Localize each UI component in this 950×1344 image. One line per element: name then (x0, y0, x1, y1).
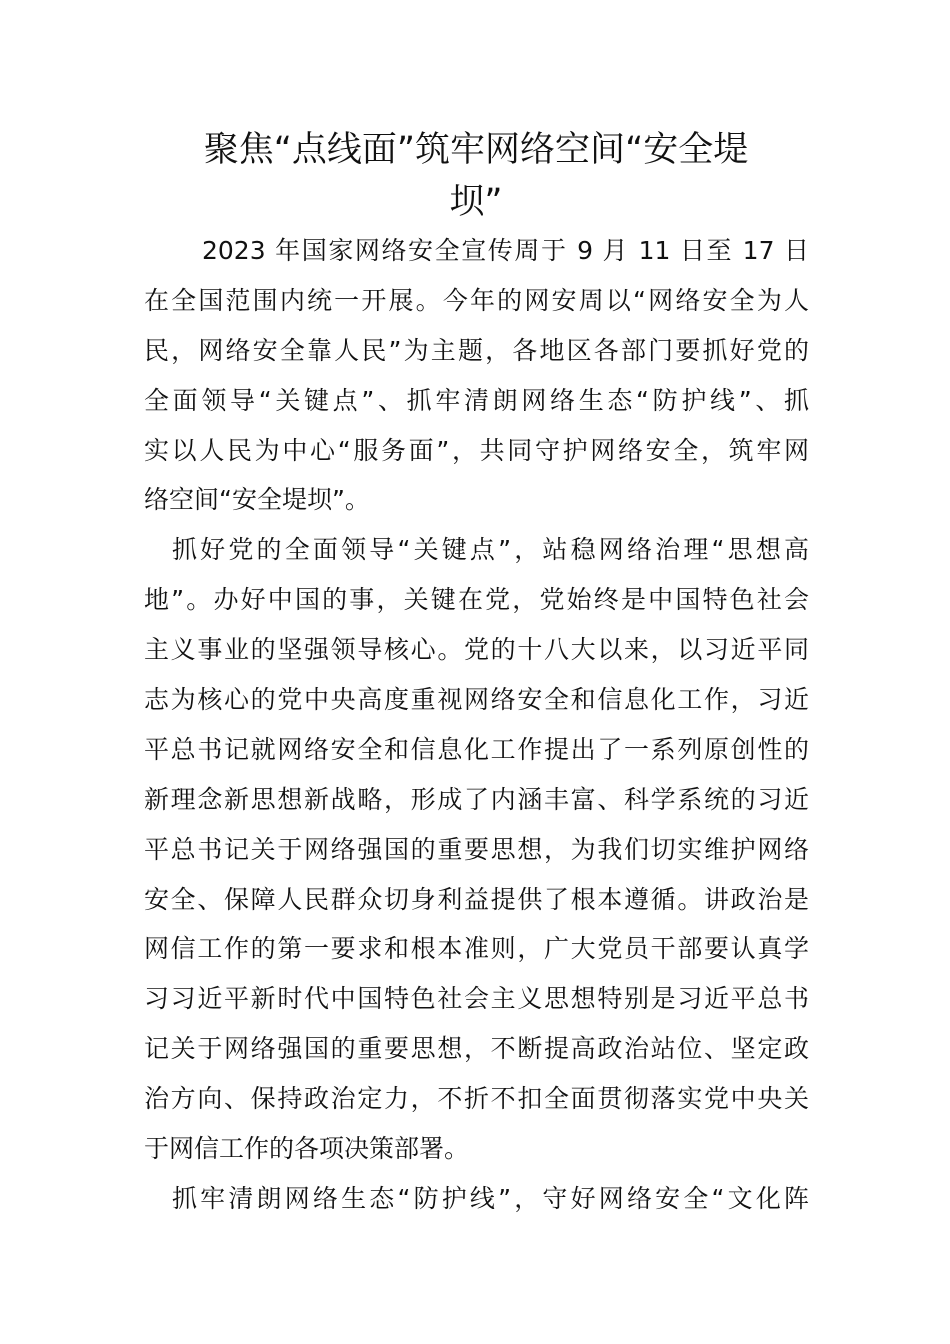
text-line: 络空间“安全堤坝”。 (144, 485, 370, 515)
text-line: 网信工作的第一要求和根本准则，广大党员干部要认真学 (144, 934, 809, 964)
text-line: 实以人民为中心“服务面”，共同守护网络安全，筑牢网 (144, 435, 809, 465)
text-line: 平总书记就网络安全和信息化工作提出了一系列原创性的 (144, 734, 809, 764)
text-line: 2023 年国家网络安全宣传周于 9 月 11 日至 17 日 (202, 236, 809, 265)
text-line: 主义事业的坚强领导核心。党的十八大以来，以习近平同 (144, 635, 809, 665)
text-line: 地”。办好中国的事，关键在党，党始终是中国特色社会 (144, 585, 809, 615)
title-line-1: 聚焦“点线面”筑牢网络空间“安全堤 (203, 130, 749, 170)
text-line: 安全、保障人民群众切身利益提供了根本遵循。讲政治是 (144, 884, 809, 914)
paragraph-1 (144, 226, 809, 525)
text-line: 于网信工作的各项决策部署。 (144, 1134, 470, 1164)
text-line: 民，网络安全靠人民”为主题，各地区各部门要抓好党的 (144, 335, 809, 365)
title-line-2: 坝” (449, 182, 503, 222)
text-line: 志为核心的党中央高度重视网络安全和信息化工作，习近 (144, 685, 809, 715)
text-line: 记关于网络强国的重要思想，不断提高政治站位、坚定政 (144, 1034, 809, 1064)
paragraph-3 (144, 1174, 809, 1224)
text-line: 在全国范围内统一开展。今年的网安周以“网络安全为人 (144, 285, 809, 315)
text-line: 治方向、保持政治定力，不折不扣全面贯彻落实党中央关 (144, 1084, 809, 1114)
paragraph-2 (144, 525, 809, 1174)
text-line: 抓牢清朗网络生态“防护线”，守好网络安全“文化阵 (172, 1183, 809, 1213)
text-line: 平总书记关于网络强国的重要思想，为我们切实维护网络 (144, 834, 809, 864)
text-line: 新理念新思想新战略，形成了内涵丰富、科学系统的习近 (144, 784, 809, 814)
text-line: 习习近平新时代中国特色社会主义思想特别是习近平总书 (144, 984, 809, 1014)
text-line: 抓好党的全面领导“关键点”，站稳网络治理“思想高 (172, 535, 809, 565)
document-title (146, 124, 806, 228)
text-line: 全面领导“关键点”、抓牢清朗网络生态“防护线”、抓 (144, 385, 809, 415)
document-body (144, 226, 809, 1224)
